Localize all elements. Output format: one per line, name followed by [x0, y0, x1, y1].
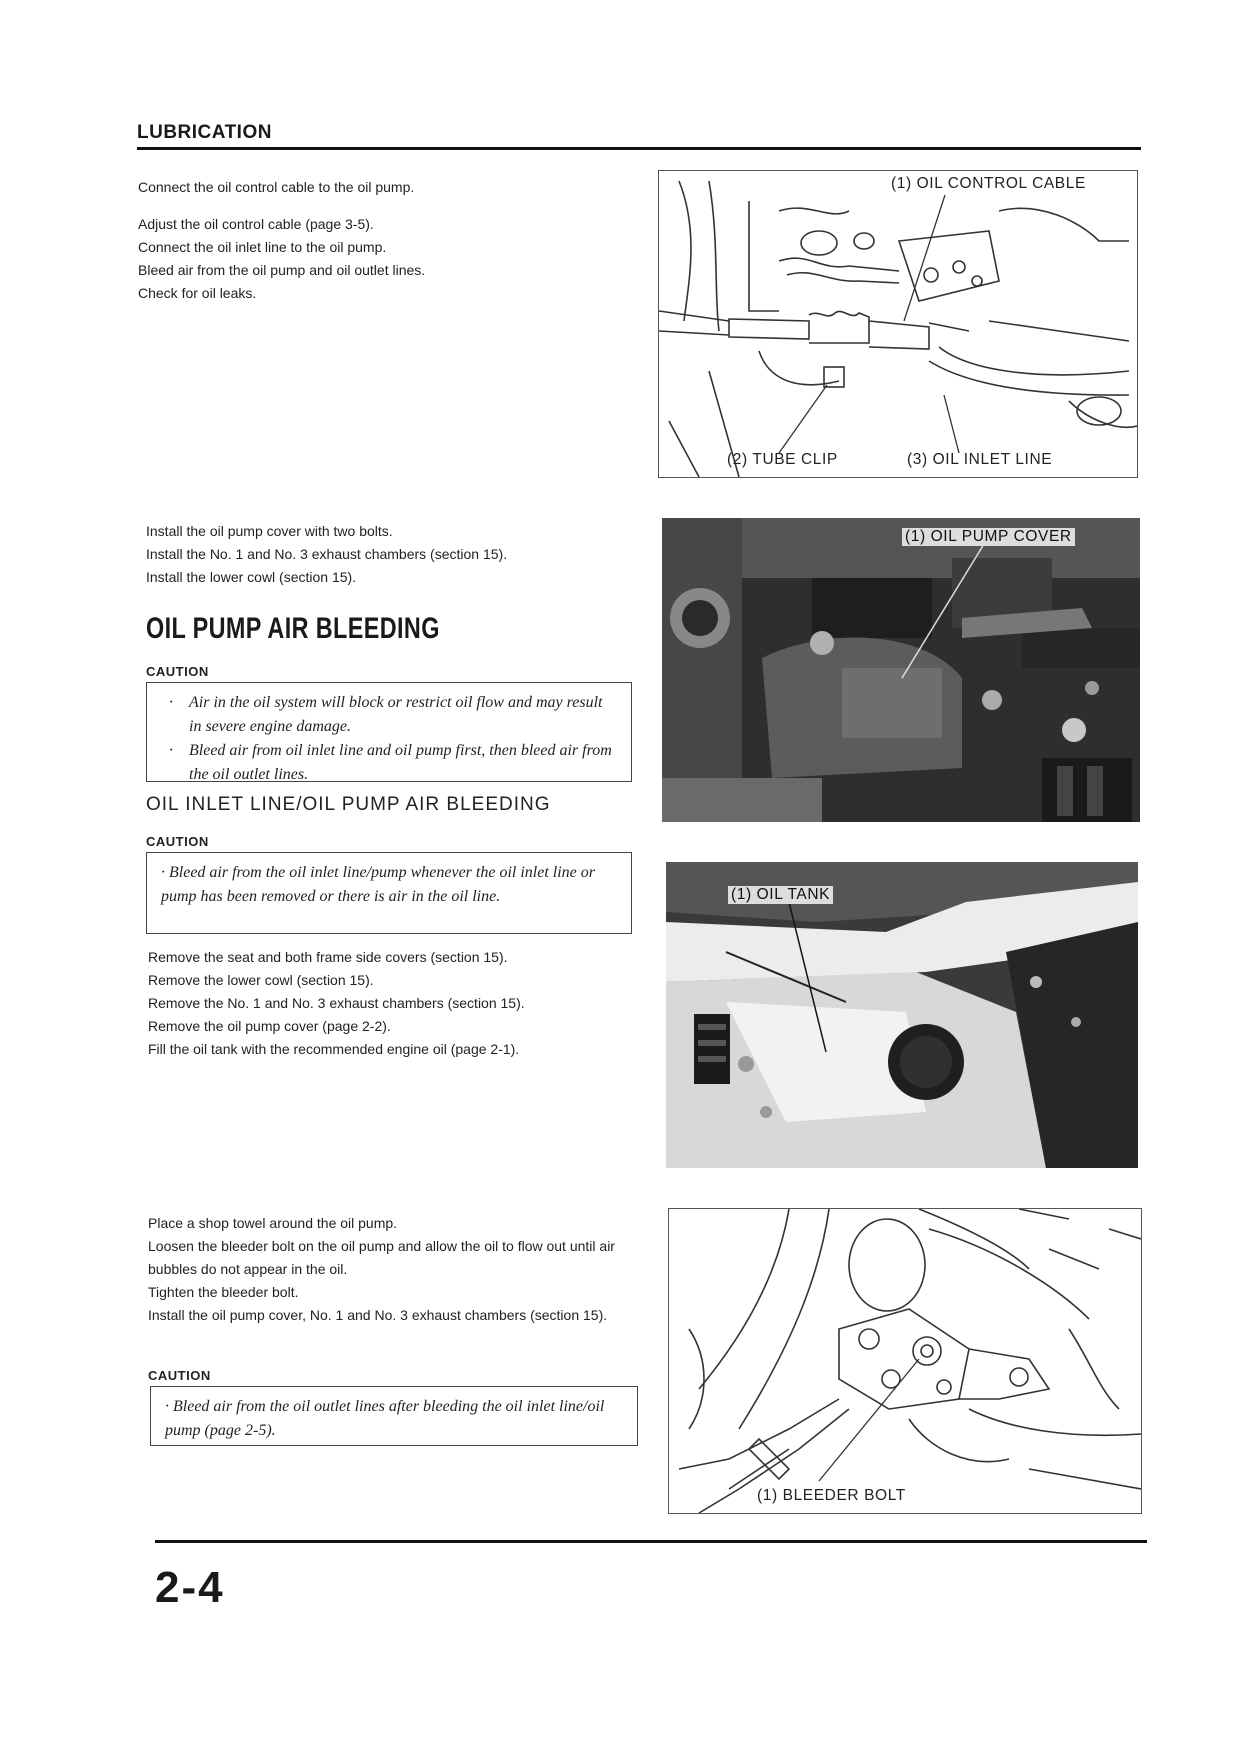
paragraph: Remove the lower cowl (section 15). — [148, 972, 374, 988]
paragraph: Install the oil pump cover with two bolts. — [146, 523, 393, 539]
paragraph: Remove the No. 1 and No. 3 exhaust chambers (section 15). — [148, 995, 525, 1011]
section-title: LUBRICATION — [137, 122, 272, 143]
paragraph: Install the oil pump cover, No. 1 and No. 3 exhaust chambers (section 15). — [148, 1307, 608, 1323]
figure-bleeder-bolt — [668, 1208, 1142, 1514]
caution-label: CAUTION — [146, 664, 209, 679]
paragraph: Adjust the oil control cable (page 3-5). — [138, 216, 374, 232]
label-tube-clip: (2) TUBE CLIP — [727, 451, 838, 468]
text-block-4 — [148, 1212, 648, 1327]
caution-box-2 — [146, 852, 632, 934]
bullet-dot: · — [169, 694, 189, 711]
bullet-dot: · — [169, 742, 189, 759]
label-bleeder-bolt: (1) BLEEDER BOLT — [757, 1487, 906, 1504]
text-block-2 — [146, 520, 636, 589]
caution-item — [161, 739, 617, 787]
paragraph: Check for oil leaks. — [138, 285, 257, 301]
text-block-1 — [138, 176, 638, 305]
label-oil-control-cable: (1) OIL CONTROL CABLE — [891, 175, 1086, 192]
caution-label: CAUTION — [146, 834, 209, 849]
paragraph: Place a shop towel around the oil pump. — [148, 1215, 398, 1231]
figure-oil-tank — [666, 862, 1138, 1168]
paragraph: Remove the oil pump cover (page 2-2). — [148, 1018, 391, 1034]
figure-oil-control-cable — [658, 170, 1138, 478]
paragraph: Install the lower cowl (section 15). — [146, 569, 357, 585]
page-number: 2-4 — [155, 1563, 225, 1612]
paragraph: Install the No. 1 and No. 3 exhaust chambers (section 15). — [146, 546, 508, 562]
paragraph: Loosen the bleeder bolt on the oil pump and allow the oil to flow out until air bubbles do not appear in the oil. — [148, 1238, 615, 1277]
paragraph: Connect the oil inlet line to the oil pump. — [138, 239, 387, 255]
label-oil-tank: (1) OIL TANK — [728, 886, 833, 904]
paragraph: Remove the seat and both frame side covers (section 15). — [148, 949, 508, 965]
caution-text: · Bleed air from the oil inlet line/pump whenever the oil inlet line or pump has been removed or there is air in the oil line. — [161, 864, 595, 905]
paragraph: Fill the oil tank with the recommended engine oil (page 2-1). — [148, 1041, 520, 1057]
oil-pump-line-drawing — [659, 171, 1137, 477]
caution-text: · Bleed air from the oil outlet lines after bleeding the oil inlet line/oil pump (page 2-5). — [165, 1398, 605, 1439]
label-oil-pump-cover: (1) OIL PUMP COVER — [902, 528, 1075, 546]
text-block-3 — [148, 946, 638, 1061]
oil-tank-photo — [666, 862, 1138, 1168]
caution-label: CAUTION — [148, 1368, 211, 1383]
header-rule — [137, 147, 1141, 150]
caution-item-text: Air in the oil system will block or restrict oil flow and may result in severe engine damage. — [189, 694, 603, 735]
caution-box-3 — [150, 1386, 638, 1446]
paragraph: Bleed air from the oil pump and oil outlet lines. — [138, 262, 426, 278]
label-oil-inlet-line: (3) OIL INLET LINE — [907, 451, 1053, 468]
bleeder-bolt-line-drawing — [669, 1209, 1141, 1513]
oil-pump-cover-photo — [662, 518, 1140, 822]
caution-item-text: Bleed air from oil inlet line and oil pump first, then bleed air from the oil outlet lines. — [189, 742, 612, 783]
section-heading: OIL PUMP AIR BLEEDING — [146, 612, 440, 645]
caution-item — [161, 691, 617, 739]
figure-oil-pump-cover — [662, 518, 1140, 822]
caution-box-1 — [146, 682, 632, 782]
subsection-heading: OIL INLET LINE/OIL PUMP AIR BLEEDING — [146, 794, 551, 815]
paragraph: Connect the oil control cable to the oil pump. — [138, 179, 415, 195]
footer-rule — [155, 1540, 1147, 1543]
paragraph: Tighten the bleeder bolt. — [148, 1284, 299, 1300]
